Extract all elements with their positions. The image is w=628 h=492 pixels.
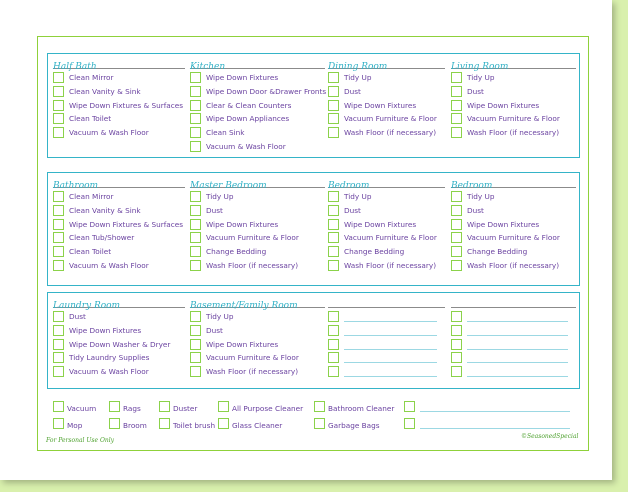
- task-label: Wipe Down Fixtures: [467, 100, 540, 110]
- supply-label: Toilet brush: [173, 421, 216, 430]
- task-label: Vacuum & Wash Floor: [69, 128, 149, 138]
- section-title: Master Bedroom: [190, 181, 267, 191]
- task-label: Clean Tub/Shower: [69, 233, 135, 243]
- task-label: Change Bedding: [344, 247, 405, 257]
- task-label: Wipe Down Fixtures: [344, 219, 417, 229]
- task-label: Clean Toilet: [69, 247, 112, 257]
- task-label: Wash Floor (if necessary): [467, 128, 560, 138]
- task-label: Vacuum Furniture & Floor: [467, 114, 560, 124]
- checkbox[interactable]: [314, 401, 325, 412]
- task-label: Wipe Down Fixtures: [206, 339, 279, 349]
- supply-label: Broom: [123, 421, 147, 430]
- task-label: Clean Vanity & Sink: [69, 86, 141, 96]
- checkbox[interactable]: [404, 418, 415, 429]
- task-label: Vacuum & Wash Floor: [69, 261, 149, 270]
- checkbox[interactable]: [53, 401, 64, 412]
- task-label: Vacuum & Wash Floor: [206, 142, 286, 151]
- supply-label: All Purpose Cleaner: [232, 404, 304, 413]
- task-label: Vacuum Furniture & Floor: [344, 114, 437, 124]
- task-label: Tidy Up: [467, 73, 495, 82]
- task-label: Wipe Down Appliances: [206, 114, 290, 124]
- section-title: Bathroom: [53, 181, 99, 191]
- task-label: Wash Floor (if necessary): [344, 261, 437, 270]
- supply-label: Mop: [67, 421, 83, 430]
- checkbox[interactable]: [404, 401, 415, 412]
- task-label: Vacuum Furniture & Floor: [344, 233, 437, 243]
- task-label: Vacuum Furniture & Floor: [206, 233, 299, 243]
- task-label: Tidy Up: [344, 192, 372, 201]
- task-label: Wipe Down Fixtures: [467, 219, 540, 229]
- task-label: Tidy Up: [344, 73, 372, 82]
- task-label: Vacuum & Wash Floor: [69, 367, 149, 377]
- section-title: Laundry Room: [53, 301, 121, 311]
- task-label: Wipe Down Fixtures: [69, 325, 142, 335]
- task-label: Change Bedding: [206, 247, 267, 257]
- checkbox[interactable]: [109, 418, 120, 429]
- task-label: Dust: [344, 86, 361, 96]
- task-label: Dust: [467, 205, 484, 215]
- task-label: Dust: [467, 86, 484, 96]
- footer-right: ©SeasonedSpecial: [521, 433, 579, 440]
- task-label: Dust: [206, 205, 223, 215]
- task-label: Vacuum Furniture & Floor: [467, 233, 560, 243]
- supply-label: Rags: [123, 404, 141, 413]
- section-title: Half Bath: [53, 62, 97, 72]
- checkbox[interactable]: [53, 418, 64, 429]
- task-label: Clean Mirror: [69, 73, 114, 82]
- section-title: Kitchen: [190, 62, 226, 72]
- task-label: Clear & Clean Counters: [206, 100, 292, 110]
- supply-label: Bathroom Cleaner: [328, 404, 395, 413]
- task-label: Clean Vanity & Sink: [69, 205, 141, 215]
- task-label: Wipe Down Fixtures: [206, 73, 279, 82]
- task-label: Wash Floor (if necessary): [206, 367, 299, 377]
- task-label: Tidy Up: [467, 192, 495, 201]
- task-label: Dust: [344, 205, 361, 215]
- task-label: Wash Floor (if necessary): [344, 128, 437, 138]
- checkbox[interactable]: [218, 418, 229, 429]
- task-label: Wipe Down Fixtures & Surfaces: [69, 100, 184, 110]
- blank-line: [420, 428, 570, 429]
- section-title: Living Room: [451, 62, 509, 72]
- footer-left: For Personal Use Only: [46, 437, 115, 444]
- task-label: Wash Floor (if necessary): [467, 261, 560, 270]
- section-title: Bedroom: [328, 181, 370, 191]
- supply-label: Garbage Bags: [328, 421, 380, 430]
- blank-line: [420, 411, 570, 412]
- supply-label: Glass Cleaner: [232, 421, 283, 430]
- task-label: Clean Mirror: [69, 192, 114, 201]
- section-title: Basement/Family Room: [190, 301, 298, 311]
- task-label: Wipe Down Washer & Dryer: [69, 339, 171, 349]
- task-label: Clean Sink: [206, 128, 245, 138]
- task-label: Tidy Up: [206, 192, 234, 201]
- task-label: Wipe Down Fixtures & Surfaces: [69, 219, 184, 229]
- checkbox[interactable]: [109, 401, 120, 412]
- room-panel-2: [47, 172, 580, 286]
- supply-label: Vacuum: [67, 404, 97, 413]
- task-label: Wash Floor (if necessary): [206, 261, 299, 270]
- checkbox[interactable]: [159, 418, 170, 429]
- task-label: Vacuum Furniture & Floor: [206, 353, 299, 363]
- task-label: Tidy Up: [206, 312, 234, 321]
- task-label: Tidy Laundry Supplies: [69, 353, 150, 363]
- checkbox[interactable]: [314, 418, 325, 429]
- supply-label: Duster: [173, 404, 198, 413]
- room-panel-1: [47, 53, 580, 158]
- room-panel-3: [47, 292, 580, 389]
- task-label: Wipe Down Door &Drawer Fronts: [206, 86, 327, 96]
- checkbox[interactable]: [218, 401, 229, 412]
- task-label: Clean Toilet: [69, 114, 112, 124]
- task-label: Dust: [69, 312, 86, 321]
- task-label: Wipe Down Fixtures: [344, 100, 417, 110]
- section-title: Dining Room: [328, 62, 388, 72]
- checkbox[interactable]: [159, 401, 170, 412]
- task-label: Dust: [206, 325, 223, 335]
- section-title: Bedroom: [451, 181, 493, 191]
- task-label: Wipe Down Fixtures: [206, 219, 279, 229]
- task-label: Change Bedding: [467, 247, 528, 257]
